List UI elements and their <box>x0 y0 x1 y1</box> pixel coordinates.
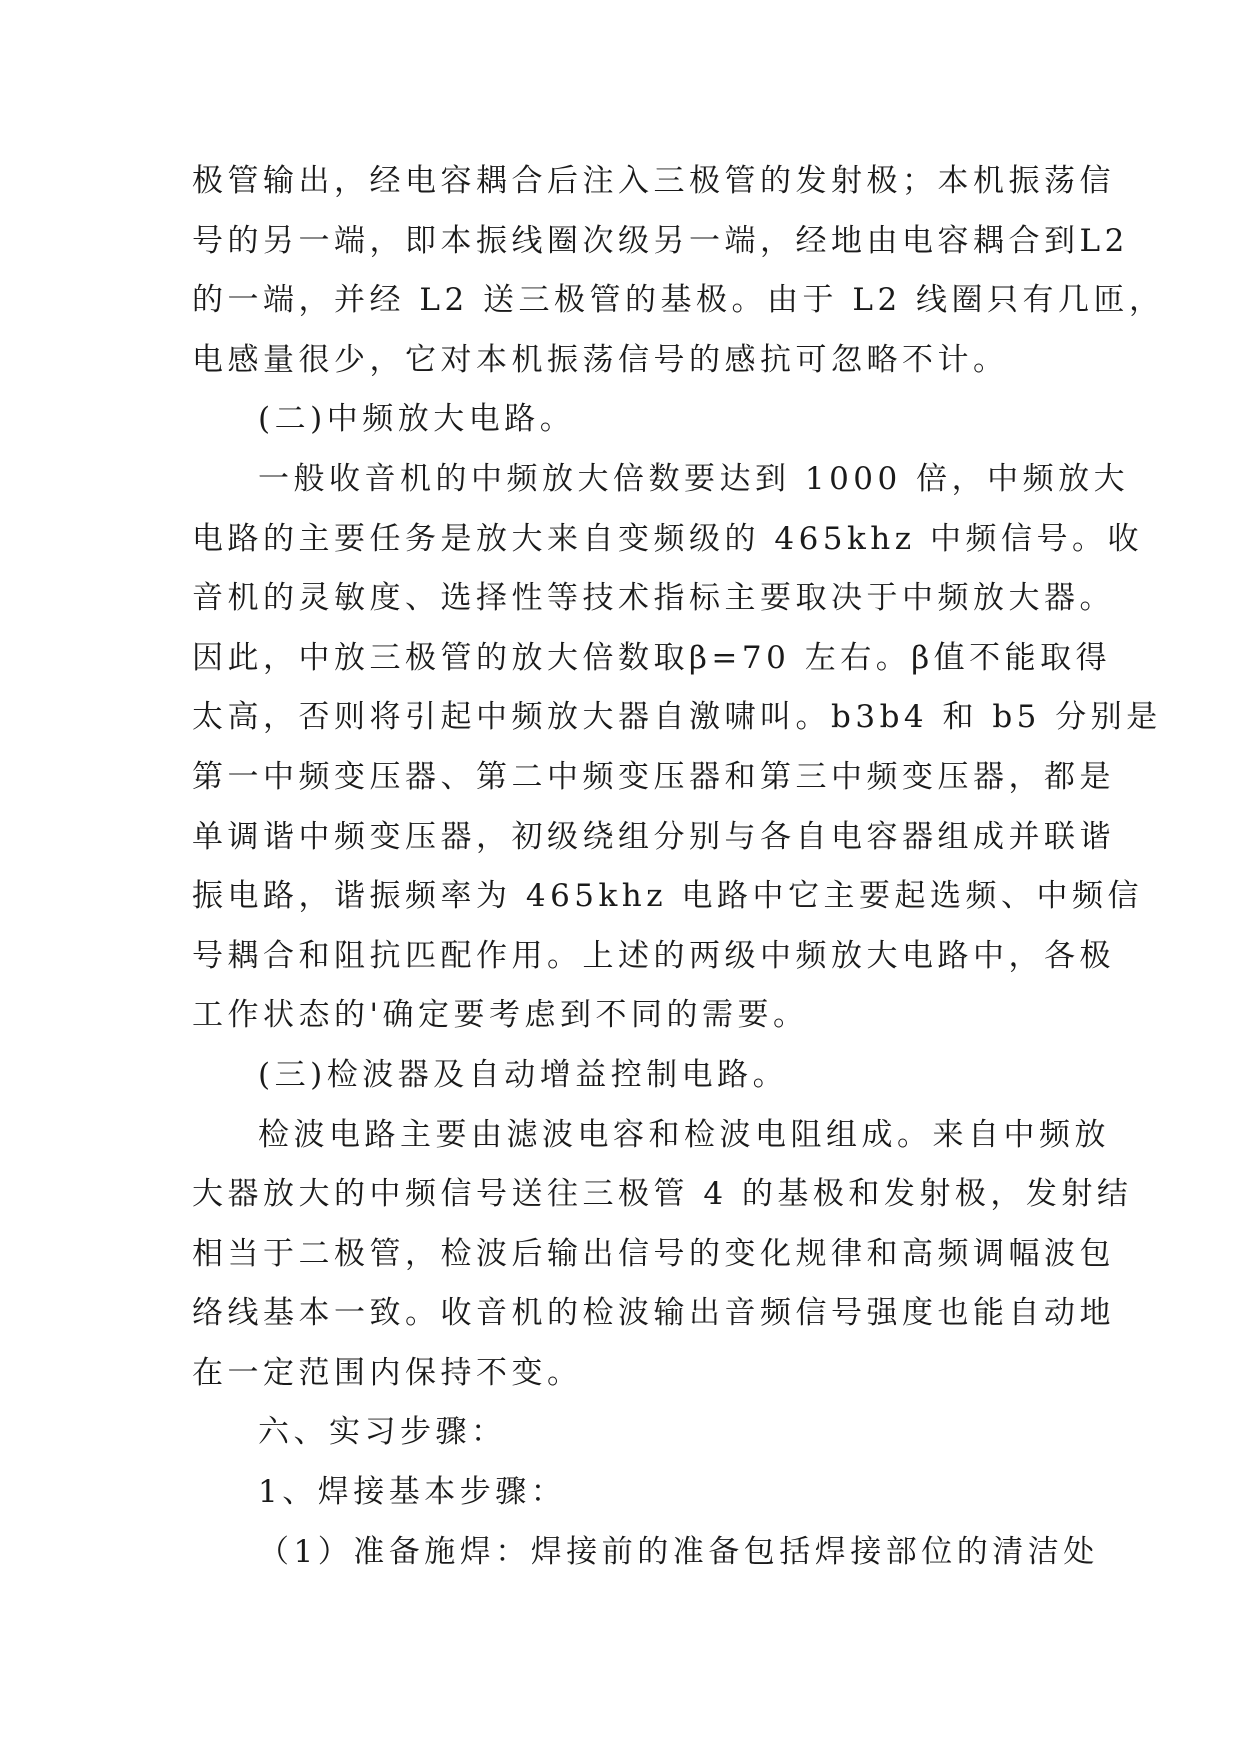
text-line-7: 电路的主要任务是放大来自变频级的 465khz 中频信号。收 <box>192 520 1143 557</box>
section-heading-practice-steps: 六、实习步骤： <box>258 1414 507 1451</box>
text-line-17: 检波电路主要由滤波电容和检波电阻组成。来自中频放 <box>258 1116 1110 1153</box>
list-item-prepare-soldering: （1）准备施焊：焊接前的准备包括焊接部位的清洁处 <box>258 1533 1099 1570</box>
text-line-4: 电感量很少，它对本机振荡信号的感抗可忽略不计。 <box>192 341 1009 378</box>
text-line-15: 工作状态的'确定要考虑到不同的需要。 <box>192 997 809 1034</box>
section-heading-intermediate-frequency: (二)中频放大电路。 <box>258 401 576 438</box>
text-line-14: 号耦合和阻抗匹配作用。上述的两级中频放大电路中，各极 <box>192 937 1115 974</box>
text-line-19: 相当于二极管，检波后输出信号的变化规律和高频调幅波包 <box>192 1235 1115 1272</box>
text-line-13: 振电路，谐振频率为 465khz 电路中它主要起选频、中频信 <box>192 878 1143 915</box>
text-line-11: 第一中频变压器、第二中频变压器和第三中频变压器，都是 <box>192 758 1115 795</box>
text-line-21: 在一定范围内保持不变。 <box>192 1354 583 1391</box>
text-line-8: 音机的灵敏度、选择性等技术指标主要取决于中频放大器。 <box>192 580 1115 617</box>
subheading-soldering-steps: 1、焊接基本步骤： <box>258 1474 567 1511</box>
text-line-20: 络线基本一致。收音机的检波输出音频信号强度也能自动地 <box>192 1295 1115 1332</box>
text-line-1: 极管输出，经电容耦合后注入三极管的发射极；本机振荡信 <box>192 163 1115 199</box>
text-line-6: 一般收音机的中频放大倍数要达到 1000 倍，中频放大 <box>258 460 1130 497</box>
text-line-2: 号的另一端，即本振线圈次级另一端，经地由电容耦合到L2 <box>192 222 1129 259</box>
section-heading-detector: (三)检波器及自动增益控制电路。 <box>258 1056 789 1093</box>
body-text <box>192 152 1165 1582</box>
text-line-10: 太高，否则将引起中频放大器自激啸叫。b3b4 和 b5 分别是 <box>192 699 1162 736</box>
text-line-9: 因此，中放三极管的放大倍数取β=70 左右。β值不能取得 <box>192 639 1112 676</box>
text-line-3: 的一端，并经 L2 送三极管的基极。由于 L2 线圈只有几匝， <box>192 282 1165 319</box>
text-line-12: 单调谐中频变压器，初级绕组分别与各自电容器组成并联谐 <box>192 818 1115 855</box>
text-line-18: 大器放大的中频信号送往三极管 4 的基极和发射极，发射结 <box>192 1176 1133 1213</box>
